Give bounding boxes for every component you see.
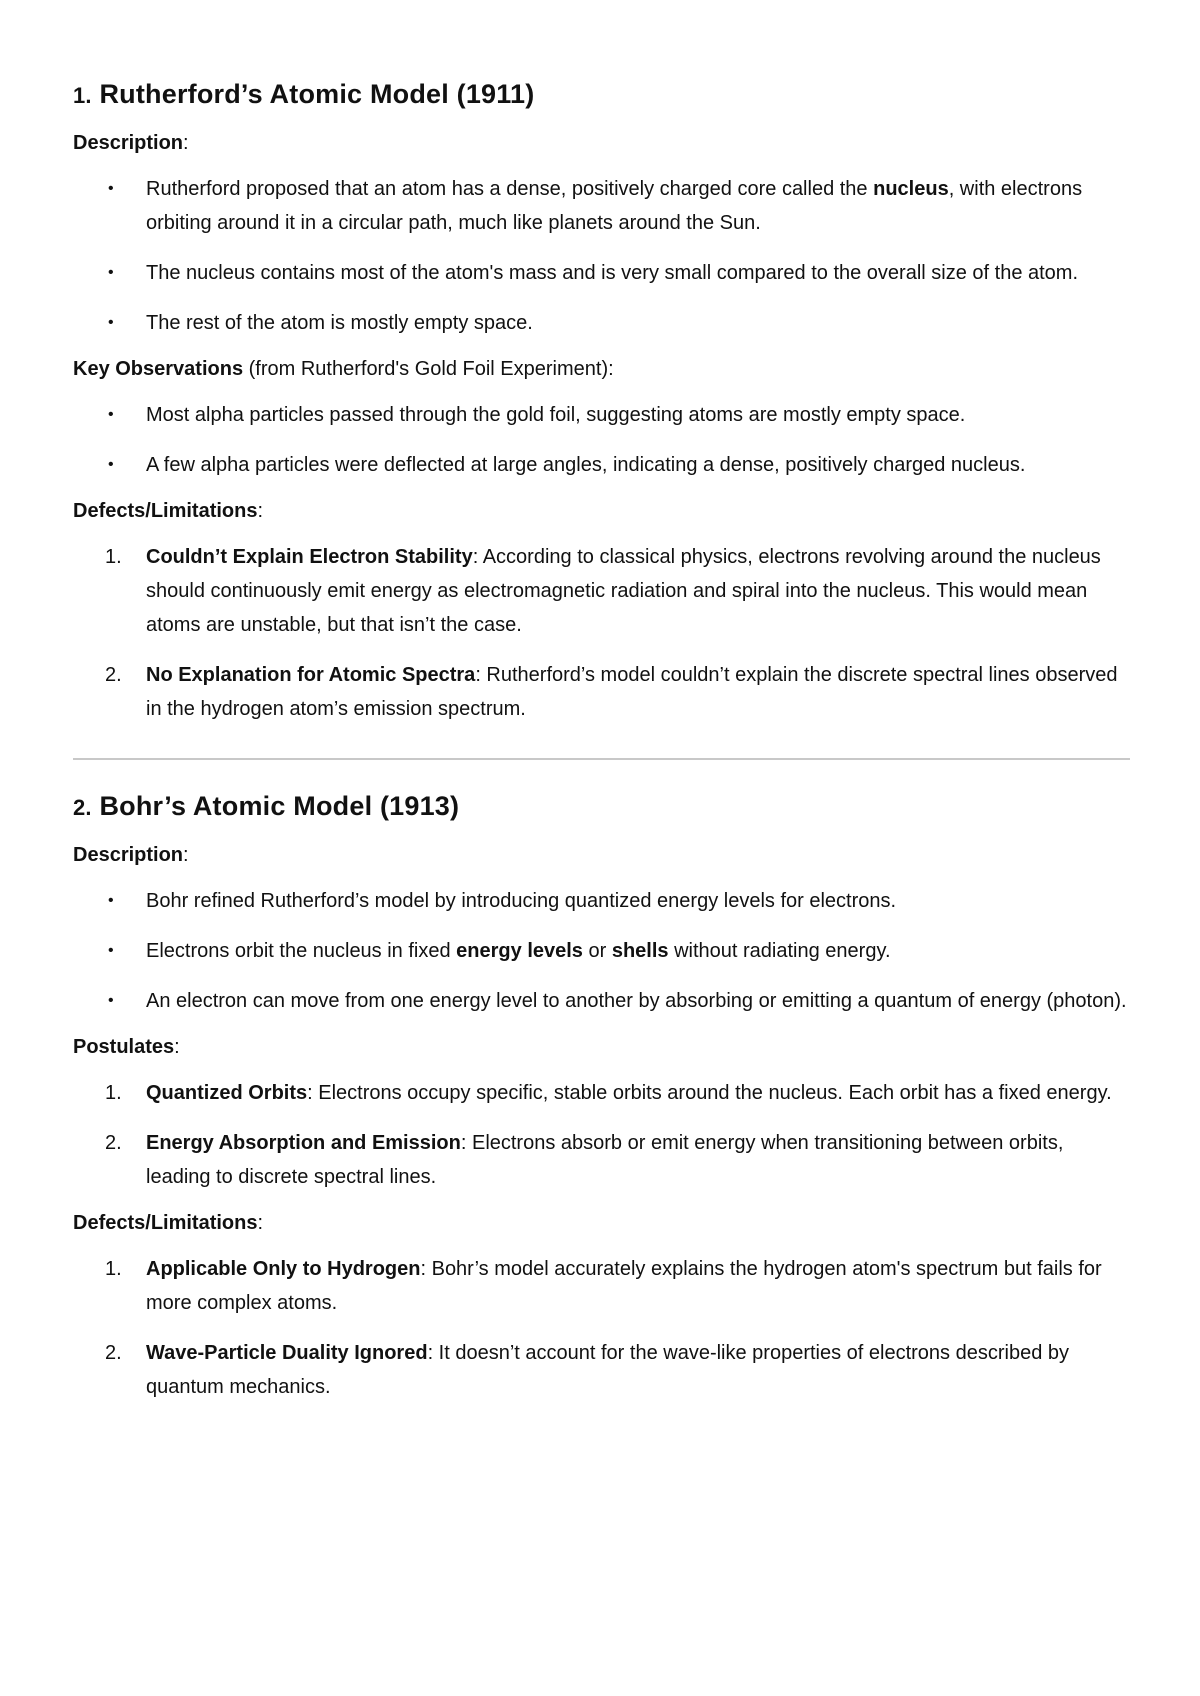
observations-label xyxy=(73,352,1130,386)
item-text: : According to classical physics, electrons revolving around the nucleus should continuously emit energy as electromagnetic radiation and spiral into the nucleus. This would mean atoms are unstable, but that isn’t the case. xyxy=(146,546,1101,636)
list-item xyxy=(73,884,1130,918)
list-item xyxy=(73,934,1130,968)
number-marker: 2. xyxy=(105,664,122,686)
item-text: : It doesn’t account for the wave-like properties of electrons described by quantum mechanics. xyxy=(146,1342,1070,1398)
item-bold: energy levels xyxy=(456,940,583,962)
bullet-marker: • xyxy=(108,406,114,423)
list-item xyxy=(73,306,1130,340)
item-bold: Energy Absorption and Emission xyxy=(146,1132,461,1154)
label-note: (from Rutherford's Gold Foil Experiment): xyxy=(243,358,614,380)
number-marker: 1. xyxy=(105,1258,122,1280)
section-heading xyxy=(73,76,1130,114)
list-item xyxy=(73,448,1130,482)
item-bold: Couldn’t Explain Electron Stability xyxy=(146,546,473,568)
description-list xyxy=(73,884,1130,1018)
list-item xyxy=(73,1126,1130,1194)
item-bold: shells xyxy=(611,940,669,962)
bullet-marker: • xyxy=(108,264,114,281)
list-item xyxy=(73,984,1130,1018)
description-label xyxy=(73,126,1130,160)
label-text: Defects/Limitations xyxy=(73,1212,258,1234)
section-rutherford xyxy=(73,76,1130,726)
postulates-list xyxy=(73,1076,1130,1194)
item-bold: Wave-Particle Duality Ignored xyxy=(146,1342,428,1364)
item-text: An electron can move from one energy level to another by absorbing or emitting a quantum of energy (photon). xyxy=(146,990,1127,1012)
item-bold: nucleus xyxy=(873,178,949,200)
list-item xyxy=(73,658,1130,726)
label-text: Description xyxy=(73,132,184,154)
description-list xyxy=(73,172,1130,340)
section-bohr xyxy=(73,788,1130,1404)
label-text: Description xyxy=(73,844,184,866)
section-number: 1. xyxy=(73,83,92,108)
section-number: 2. xyxy=(73,795,92,820)
label-colon: : xyxy=(257,500,264,522)
list-item xyxy=(73,398,1130,432)
defects-label xyxy=(73,1206,1130,1240)
section-heading xyxy=(73,788,1130,826)
item-text: The rest of the atom is mostly empty space. xyxy=(146,312,533,334)
item-bold: No Explanation for Atomic Spectra xyxy=(146,664,476,686)
item-text: without radiating energy. xyxy=(668,940,891,962)
item-text: : Rutherford’s model couldn’t explain the discrete spectral lines observed in the hydrogen atom’s emission spectrum. xyxy=(146,664,1118,720)
label-colon: : xyxy=(183,132,189,154)
defects-list xyxy=(73,540,1130,726)
number-marker: 2. xyxy=(105,1342,122,1364)
list-item xyxy=(73,172,1130,240)
bullet-marker: • xyxy=(108,992,114,1009)
section-divider xyxy=(73,758,1130,760)
label-text: Defects/Limitations xyxy=(73,500,258,522)
list-item xyxy=(73,540,1130,642)
number-marker: 1. xyxy=(105,1082,122,1104)
item-text: Most alpha particles passed through the gold foil, suggesting atoms are mostly empty space. xyxy=(146,404,966,426)
item-text: Rutherford proposed that an atom has a dense, positively charged core called the xyxy=(146,178,874,200)
label-colon: : xyxy=(183,844,189,866)
item-text: The nucleus contains most of the atom's mass and is very small compared to the overall size of the atom. xyxy=(146,262,1079,284)
bullet-marker: • xyxy=(108,892,114,909)
bullet-marker: • xyxy=(108,180,114,197)
item-text: Electrons orbit the nucleus in fixed xyxy=(146,940,457,962)
item-text: Bohr refined Rutherford’s model by introducing quantized energy levels for electrons. xyxy=(146,890,897,912)
bullet-marker: • xyxy=(108,456,114,473)
label-colon: : xyxy=(174,1036,180,1058)
label-colon: : xyxy=(257,1212,264,1234)
label-text: Postulates xyxy=(73,1036,175,1058)
list-item xyxy=(73,256,1130,290)
item-text: : Electrons absorb or emit energy when transitioning between orbits, leading to discrete spectral lines. xyxy=(146,1132,1064,1188)
section-title: Bohr’s Atomic Model (1913) xyxy=(99,791,460,821)
description-label xyxy=(73,838,1130,872)
list-item xyxy=(73,1336,1130,1404)
item-bold: Quantized Orbits xyxy=(146,1082,308,1104)
item-bold: Applicable Only to Hydrogen xyxy=(146,1258,421,1280)
postulates-label xyxy=(73,1030,1130,1064)
label-text: Key Observations xyxy=(73,358,244,380)
number-marker: 1. xyxy=(105,546,122,568)
list-item xyxy=(73,1252,1130,1320)
observations-list xyxy=(73,398,1130,482)
item-text: : Bohr’s model accurately explains the hydrogen atom's spectrum but fails for more complex atoms. xyxy=(146,1258,1102,1314)
defects-label xyxy=(73,494,1130,528)
item-text: or xyxy=(582,940,612,962)
section-title: Rutherford’s Atomic Model (1911) xyxy=(99,79,535,109)
item-text: : Electrons occupy specific, stable orbits around the nucleus. Each orbit has a fixed energy. xyxy=(307,1082,1112,1104)
number-marker: 2. xyxy=(105,1132,122,1154)
defects-list xyxy=(73,1252,1130,1404)
item-text: , with electrons orbiting around it in a circular path, much like planets around the Sun. xyxy=(146,178,1083,234)
item-text: A few alpha particles were deflected at large angles, indicating a dense, positively charged nucleus. xyxy=(146,454,1026,476)
bullet-marker: • xyxy=(108,942,114,959)
bullet-marker: • xyxy=(108,314,114,331)
list-item xyxy=(73,1076,1130,1110)
